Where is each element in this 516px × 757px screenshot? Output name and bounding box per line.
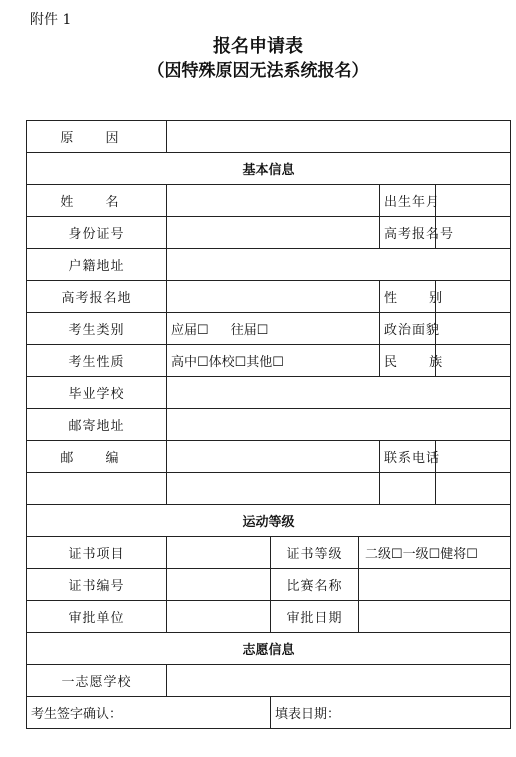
- form-title: 报名申请表: [213, 36, 303, 57]
- id-number-label: 身份证号: [27, 217, 167, 249]
- cert-project-label: 证书项目: [27, 537, 167, 569]
- id-number-field[interactable]: [167, 217, 380, 249]
- phone-field[interactable]: [436, 441, 511, 473]
- cert-number-field[interactable]: [167, 569, 271, 601]
- match-name-label: 比赛名称: [271, 569, 359, 601]
- blank-cell[interactable]: [436, 473, 511, 505]
- first-choice-label: 一志愿学校: [27, 665, 167, 697]
- match-name-field[interactable]: [359, 569, 511, 601]
- approval-unit-label: 审批单位: [27, 601, 167, 633]
- approval-date-label: 审批日期: [271, 601, 359, 633]
- name-field[interactable]: [167, 185, 380, 217]
- cert-project-field[interactable]: [167, 537, 271, 569]
- postcode-field[interactable]: [167, 441, 380, 473]
- cert-level-options[interactable]: 二级☐一级☐健将☐: [359, 537, 511, 569]
- reason-field[interactable]: [167, 121, 511, 153]
- signature-field[interactable]: 考生签字确认：: [27, 697, 271, 729]
- ethnic-label: 民 族: [380, 345, 436, 377]
- reason-row: [27, 121, 511, 153]
- hukou-field[interactable]: [167, 249, 511, 281]
- politics-label: 政治面貌: [380, 313, 436, 345]
- blank-cell[interactable]: [380, 473, 436, 505]
- name-label: 姓 名: [27, 185, 167, 217]
- gender-label: 性 别: [380, 281, 436, 313]
- application-form-table: [26, 120, 511, 729]
- annex-label: 附件 1: [30, 12, 72, 28]
- fill-date-field[interactable]: 填表日期：: [271, 697, 511, 729]
- category-options[interactable]: 应届☐ 往届☐: [167, 313, 380, 345]
- section-sports-level: 运动等级: [27, 505, 511, 537]
- school-field[interactable]: [167, 377, 511, 409]
- approval-unit-field[interactable]: [167, 601, 271, 633]
- cert-level-label: 证书等级: [271, 537, 359, 569]
- exam-number-label: 高考报名号: [380, 217, 436, 249]
- approval-date-field[interactable]: [359, 601, 511, 633]
- section-basic-info: 基本信息: [27, 153, 511, 185]
- hukou-label: 户籍地址: [27, 249, 167, 281]
- nature-options[interactable]: 高中☐体校☐其他☐: [167, 345, 380, 377]
- form-subtitle: （因特殊原因无法系统报名）: [147, 61, 369, 81]
- blank-cell[interactable]: [167, 473, 380, 505]
- address-label: 邮寄地址: [27, 409, 167, 441]
- address-field[interactable]: [167, 409, 511, 441]
- blank-cell[interactable]: [27, 473, 167, 505]
- reason-label: 原 因: [27, 121, 167, 153]
- politics-field[interactable]: [436, 313, 511, 345]
- exam-place-label: 高考报名地: [27, 281, 167, 313]
- postcode-label: 邮 编: [27, 441, 167, 473]
- phone-label: 联系电话: [380, 441, 436, 473]
- school-label: 毕业学校: [27, 377, 167, 409]
- section-wish-info: 志愿信息: [27, 633, 511, 665]
- birth-field[interactable]: [436, 185, 511, 217]
- nature-label: 考生性质: [27, 345, 167, 377]
- cert-number-label: 证书编号: [27, 569, 167, 601]
- category-label: 考生类别: [27, 313, 167, 345]
- exam-place-field[interactable]: [167, 281, 380, 313]
- birth-label: 出生年月: [380, 185, 436, 217]
- first-choice-field[interactable]: [167, 665, 511, 697]
